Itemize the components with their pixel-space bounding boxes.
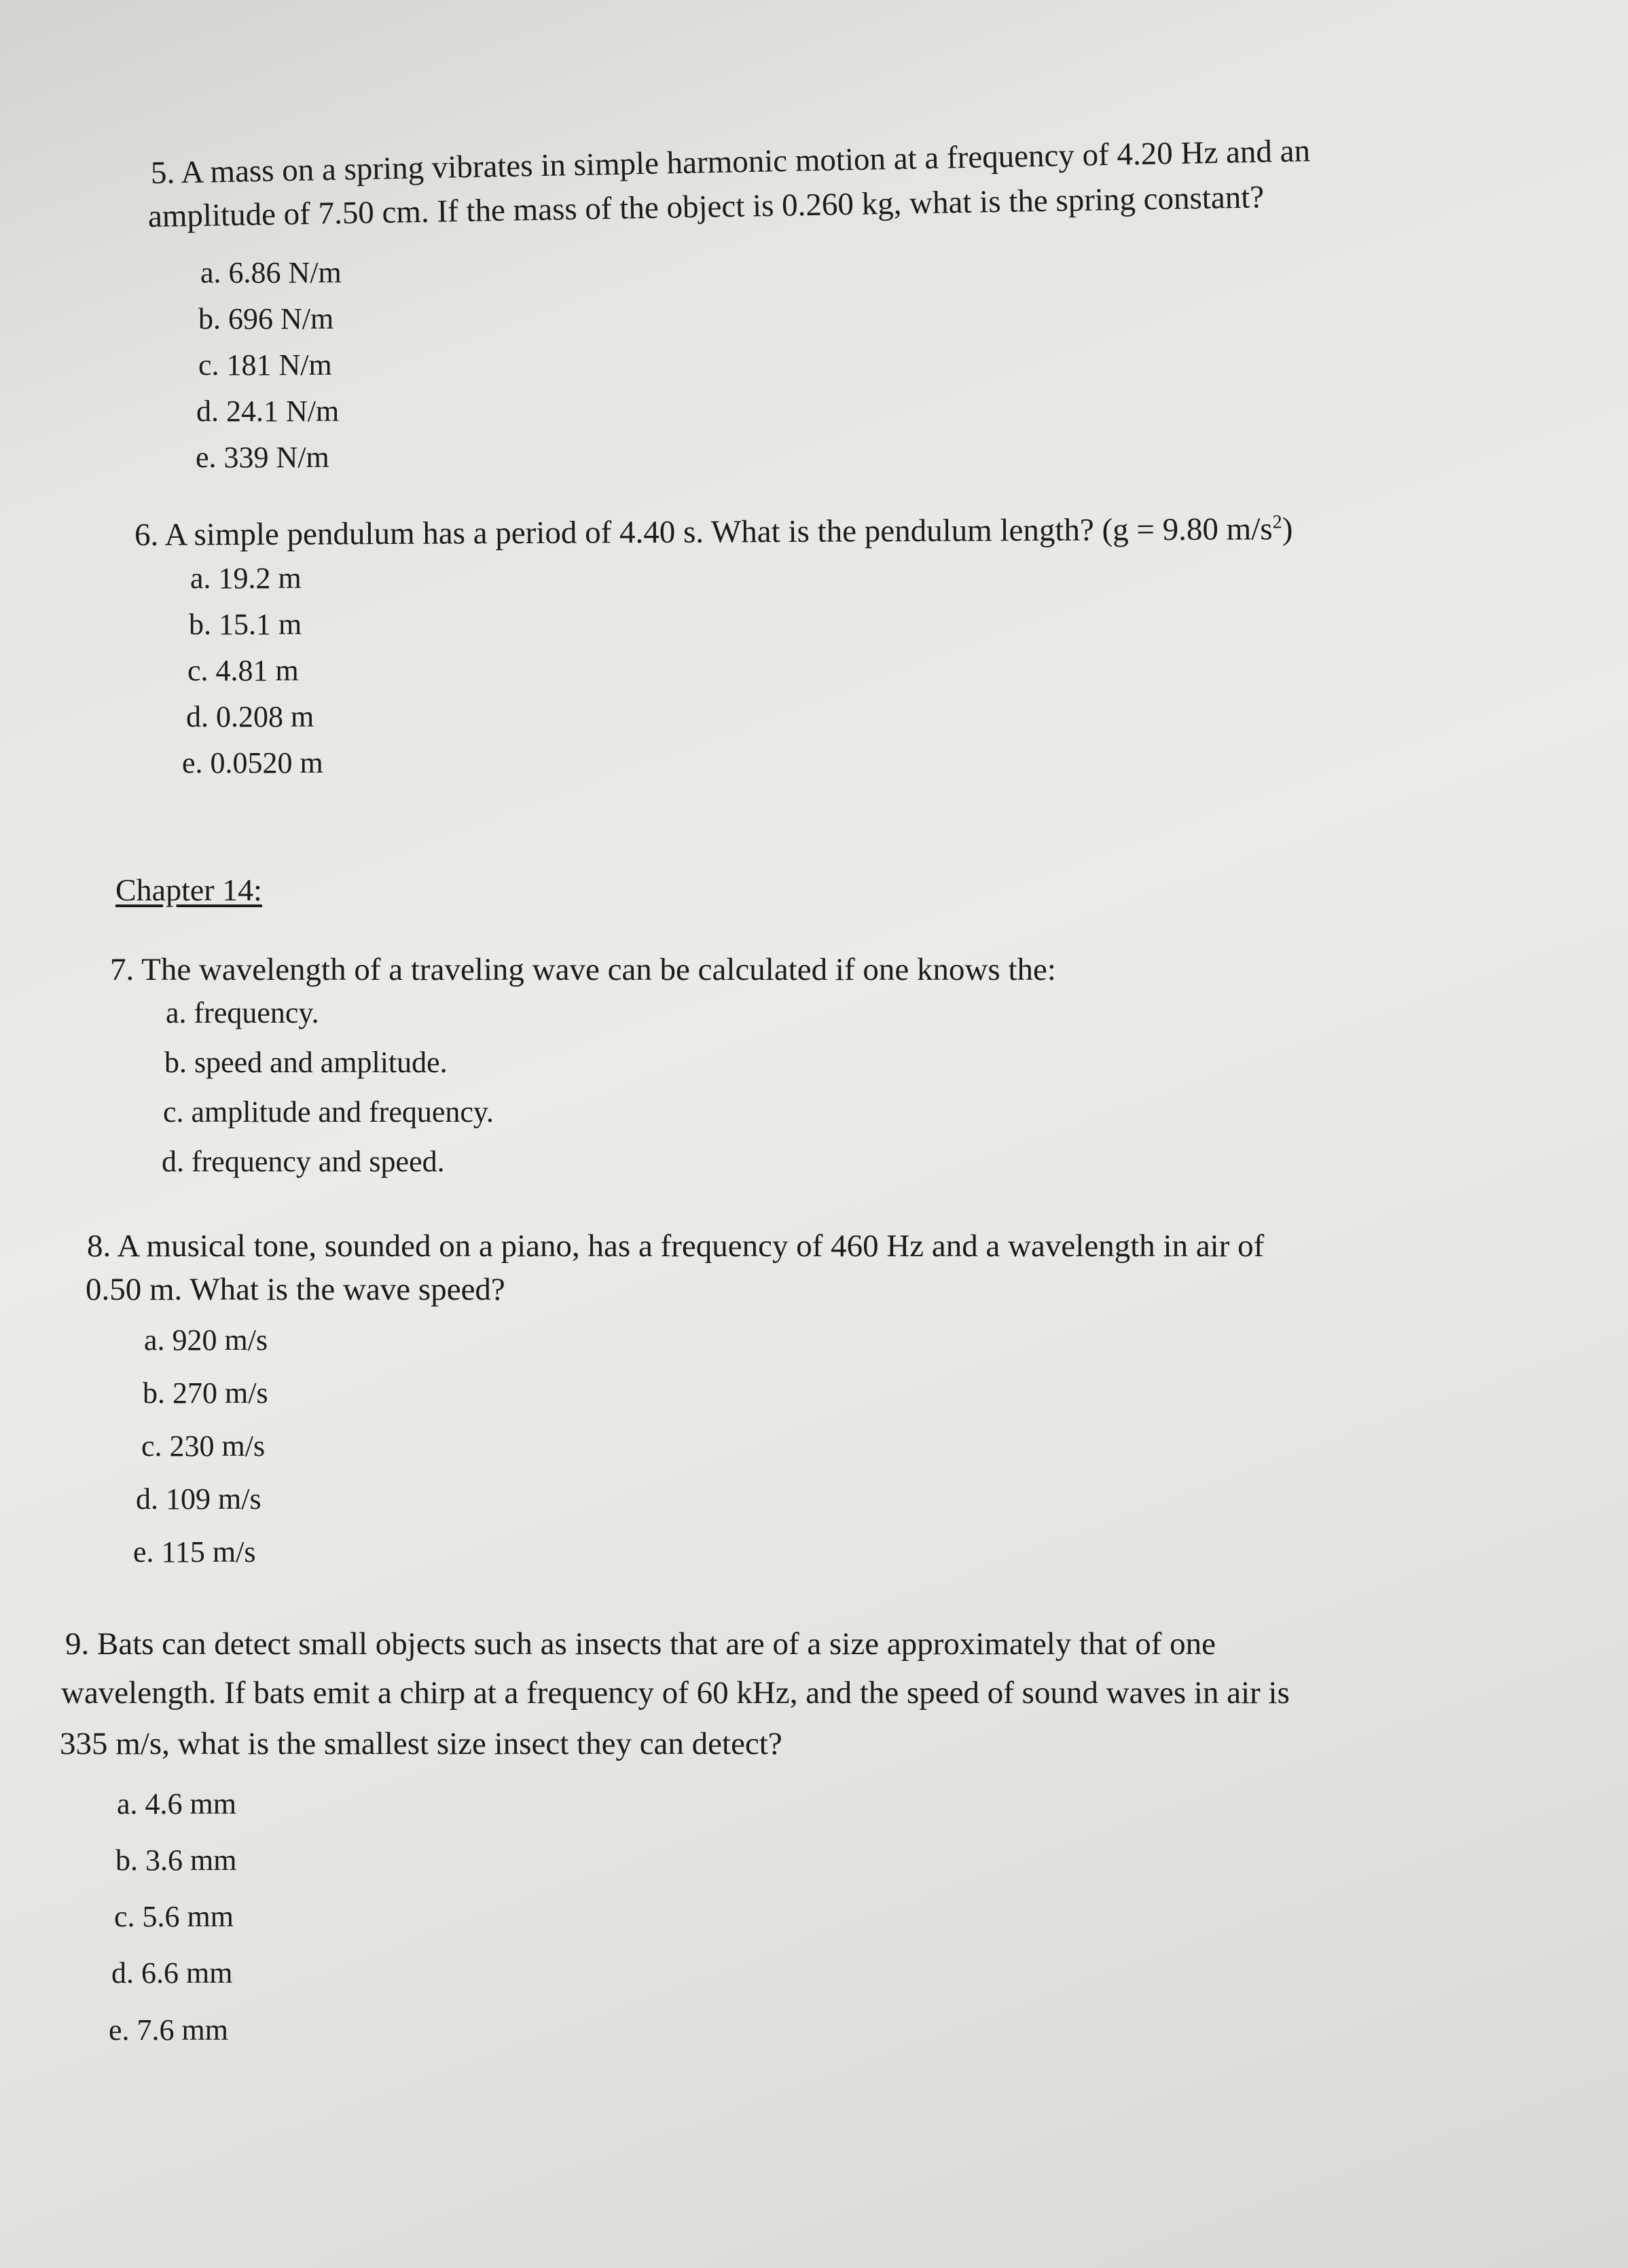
question-7: 7. The wavelength of a traveling wave can be calculated if one knows the: — [110, 952, 1056, 987]
question-6 — [134, 513, 1293, 551]
q7-option-b: b. speed and amplitude. — [164, 1046, 448, 1079]
q6-option-a: a. 19.2 m — [190, 562, 302, 595]
q5-option-c: c. 181 N/m — [198, 348, 332, 382]
q8-option-e: e. 115 m/s — [133, 1535, 256, 1569]
question-6-close: ) — [1282, 511, 1293, 547]
q8-option-b: b. 270 m/s — [143, 1376, 268, 1410]
q7-option-a: a. frequency. — [166, 996, 319, 1029]
q6-option-e: e. 0.0520 m — [182, 746, 323, 780]
q8-option-d: d. 109 m/s — [136, 1482, 261, 1516]
q6-option-c: c. 4.81 m — [187, 654, 299, 687]
question-6-text: 6. A simple pendulum has a period of 4.40 s. What is the pendulum length? (g = 9.80 m/s — [134, 511, 1273, 553]
chapter-heading: Chapter 14: — [115, 873, 262, 907]
q6-option-d: d. 0.208 m — [186, 700, 314, 733]
question-5-line-1: 5. A mass on a spring vibrates in simple harmonic motion at a frequency of 4.20 Hz and an — [150, 133, 1311, 191]
q5-option-e: e. 339 N/m — [196, 441, 329, 474]
q9-option-b: b. 3.6 mm — [115, 1844, 237, 1877]
q8-option-c: c. 230 m/s — [141, 1429, 266, 1463]
question-8-line-1: 8. A musical tone, sounded on a piano, has a frequency of 460 Hz and a wavelength in air of — [87, 1228, 1265, 1264]
q9-option-d: d. 6.6 mm — [111, 1956, 233, 1990]
q9-option-c: c. 5.6 mm — [114, 1900, 234, 1933]
q9-option-a: a. 4.6 mm — [117, 1787, 236, 1821]
q6-option-b: b. 15.1 m — [189, 608, 302, 641]
q9-option-e: e. 7.6 mm — [109, 2013, 228, 2047]
question-9-line-2: wavelength. If bats emit a chirp at a frequency of 60 kHz, and the speed of sound waves in air is — [61, 1675, 1290, 1711]
q5-option-d: d. 24.1 N/m — [196, 395, 340, 428]
q7-option-d: d. frequency and speed. — [162, 1145, 445, 1178]
q7-option-c: c. amplitude and frequency. — [163, 1095, 494, 1129]
show-through-text — [1019, 238, 1026, 270]
question-6-exponent: 2 — [1272, 511, 1282, 533]
question-9-line-3: 335 m/s, what is the smallest size insect they can detect? — [60, 1726, 782, 1761]
q5-option-a: a. 6.86 N/m — [200, 256, 342, 289]
question-8-line-2: 0.50 m. What is the wave speed? — [86, 1272, 505, 1307]
question-9-line-1: 9. Bats can detect small objects such as insects that are of a size approximately that of one — [65, 1626, 1216, 1662]
q5-option-b: b. 696 N/m — [198, 302, 334, 335]
q8-option-a: a. 920 m/s — [144, 1323, 268, 1357]
question-5-line-2: amplitude of 7.50 cm. If the mass of the object is 0.260 kg, what is the spring constant? — [147, 179, 1265, 234]
